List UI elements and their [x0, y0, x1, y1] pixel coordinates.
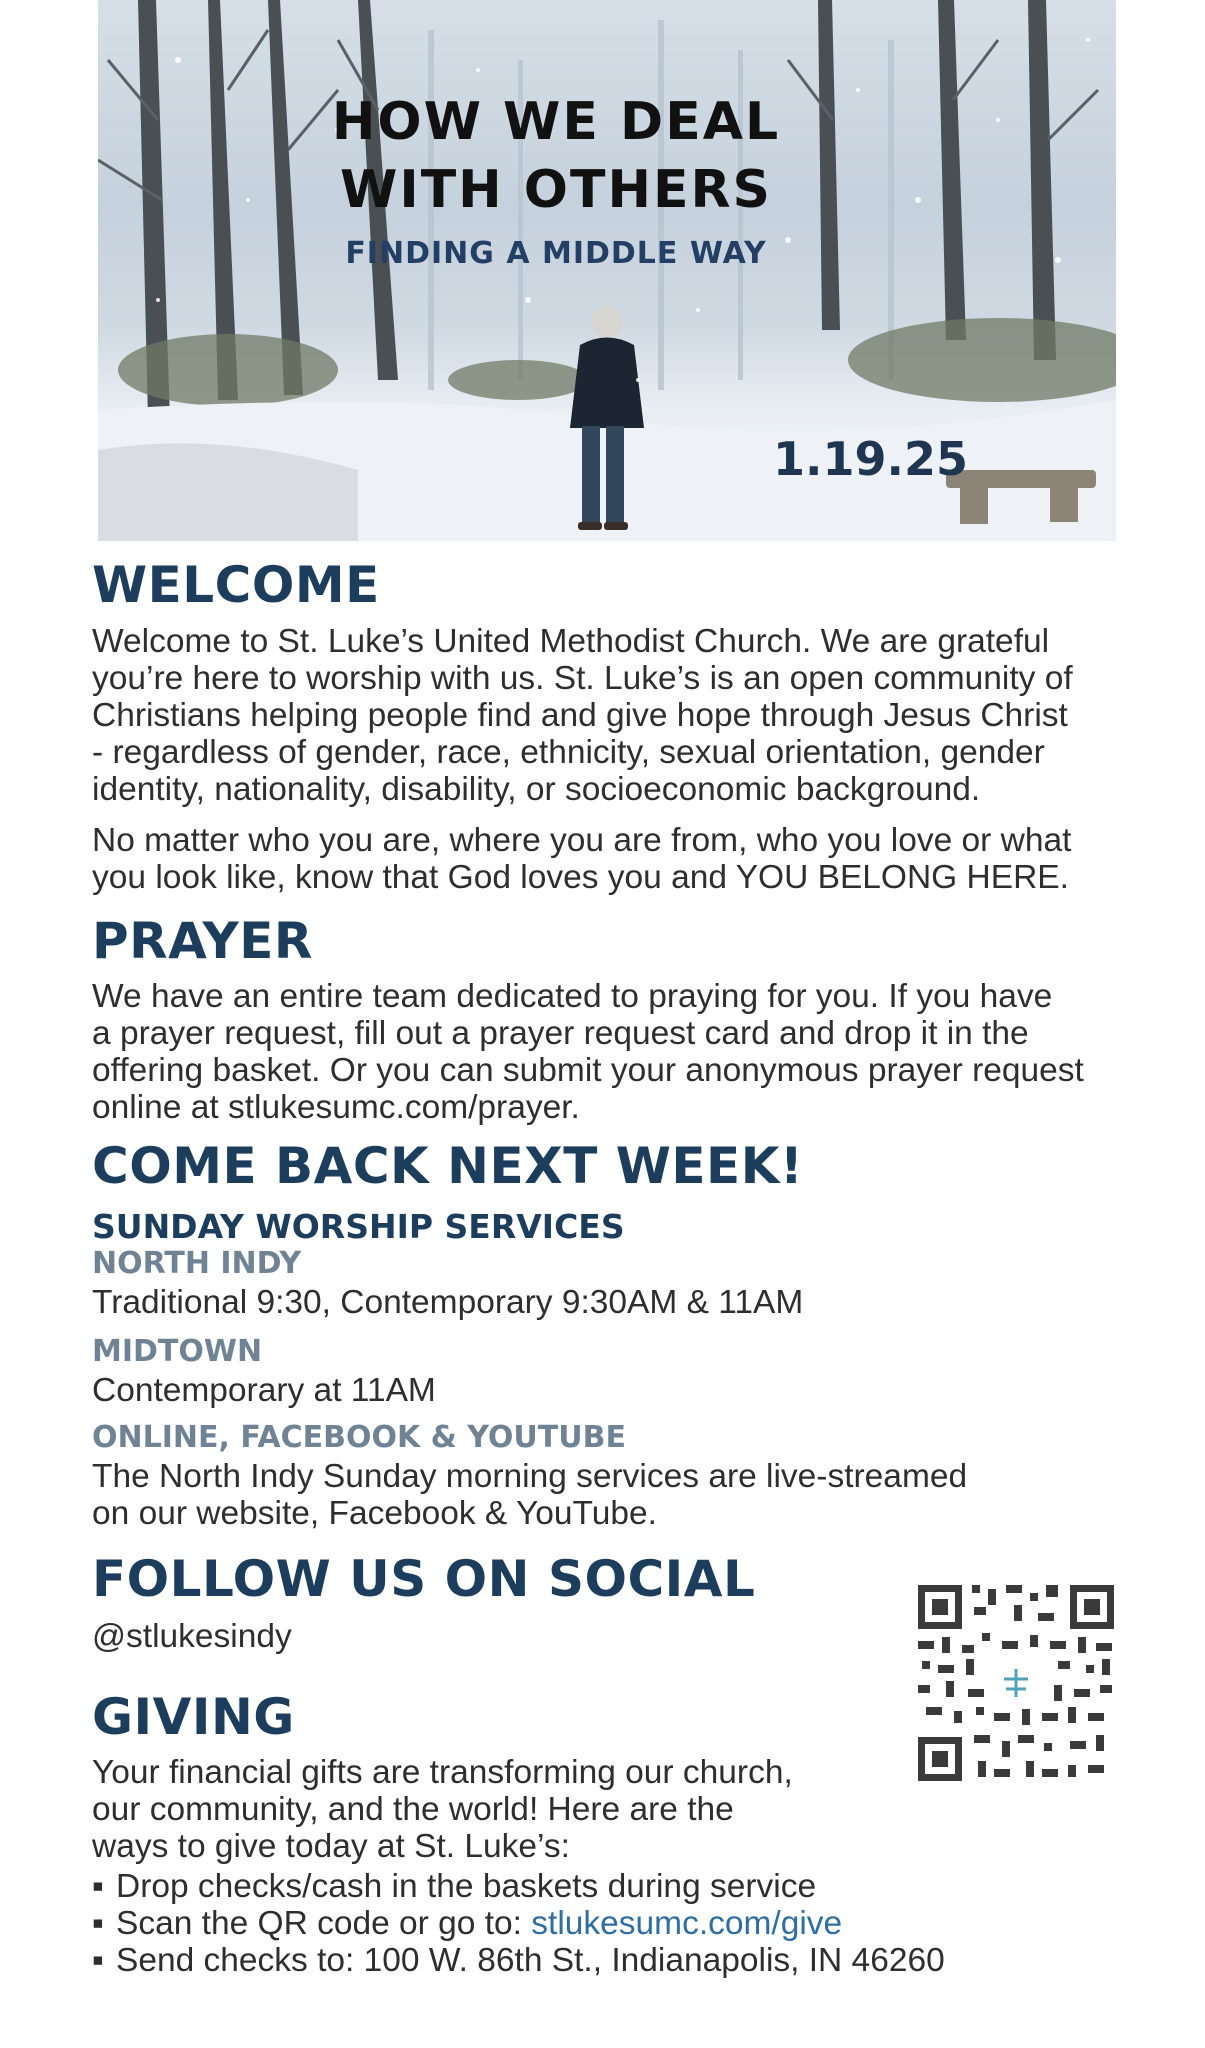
come-back-heading: COME BACK NEXT WEEK! [92, 1137, 804, 1195]
text-line: you’re here to worship with us. St. Luke’s is an open community of [92, 660, 1073, 697]
north-indy-label: NORTH INDY [92, 1246, 302, 1281]
online-label: ONLINE, FACEBOOK & YOUTUBE [92, 1420, 626, 1455]
welcome-paragraph-1 [92, 623, 1073, 808]
midtown-times: Contemporary at 11AM [92, 1372, 436, 1409]
bullet-text: Send checks to: 100 W. 86th St., Indianapolis, IN 46260 [116, 1942, 945, 1979]
sermon-date: 1.19.25 [773, 432, 968, 486]
midtown-label: MIDTOWN [92, 1334, 263, 1369]
text-line: identity, nationality, disability, or socioeconomic background. [92, 771, 981, 808]
worship-services-subheading: SUNDAY WORSHIP SERVICES [92, 1207, 625, 1246]
sermon-title-line1: HOW WE DEAL [331, 92, 781, 152]
prayer-heading: PRAYER [92, 912, 313, 970]
text-line: our community, and the world! Here are the [92, 1791, 734, 1828]
text-line: ways to give today at St. Luke’s: [92, 1828, 570, 1865]
bullet-text: Drop checks/cash in the baskets during service [116, 1868, 817, 1905]
prayer-paragraph [92, 978, 1084, 1126]
text-line: Christians helping people find and give hope through Jesus Christ [92, 697, 1068, 734]
list-item [92, 1868, 945, 1905]
text-line: Your financial gifts are transforming our church, [92, 1754, 793, 1791]
list-item [92, 1942, 945, 1979]
qr-code-icon[interactable] [918, 1585, 1114, 1781]
north-indy-times: Traditional 9:30, Contemporary 9:30AM & 11AM [92, 1284, 804, 1321]
sermon-title-line2: WITH OTHERS [339, 160, 772, 220]
text-line: The North Indy Sunday morning services are live-streamed [92, 1458, 968, 1495]
text-line: - regardless of gender, race, ethnicity, sexual orientation, gender [92, 734, 1045, 771]
text-line: Welcome to St. Luke’s United Methodist Church. We are grateful [92, 623, 1050, 660]
bullet-text: Scan the QR code or go to: [116, 1905, 532, 1942]
online-paragraph [92, 1458, 967, 1532]
text-line: on our website, Facebook & YouTube. [92, 1495, 657, 1532]
sermon-subtitle: FINDING A MIDDLE WAY [345, 236, 767, 271]
give-link[interactable]: stlukesumc.com/give [531, 1905, 843, 1942]
text-line: No matter who you are, where you are from, who you love or what [92, 822, 1072, 859]
text-line: a prayer request, fill out a prayer request card and drop it in the [92, 1015, 1029, 1052]
giving-heading: GIVING [92, 1688, 295, 1746]
hero-banner [98, 0, 1116, 541]
welcome-paragraph-2 [92, 822, 1071, 896]
list-item [92, 1905, 945, 1942]
giving-options-list [92, 1868, 945, 1979]
text-line: We have an entire team dedicated to praying for you. If you have [92, 978, 1053, 1015]
text-line: you look like, know that God loves you and YOU BELONG HERE. [92, 859, 1069, 896]
text-line: online at stlukesumc.com/prayer. [92, 1089, 580, 1126]
giving-paragraph [92, 1754, 793, 1865]
welcome-heading: WELCOME [92, 556, 380, 614]
text-line: offering basket. Or you can submit your anonymous prayer request [92, 1052, 1084, 1089]
social-handle: @stlukesindy [92, 1618, 292, 1655]
social-heading: FOLLOW US ON SOCIAL [92, 1550, 756, 1608]
